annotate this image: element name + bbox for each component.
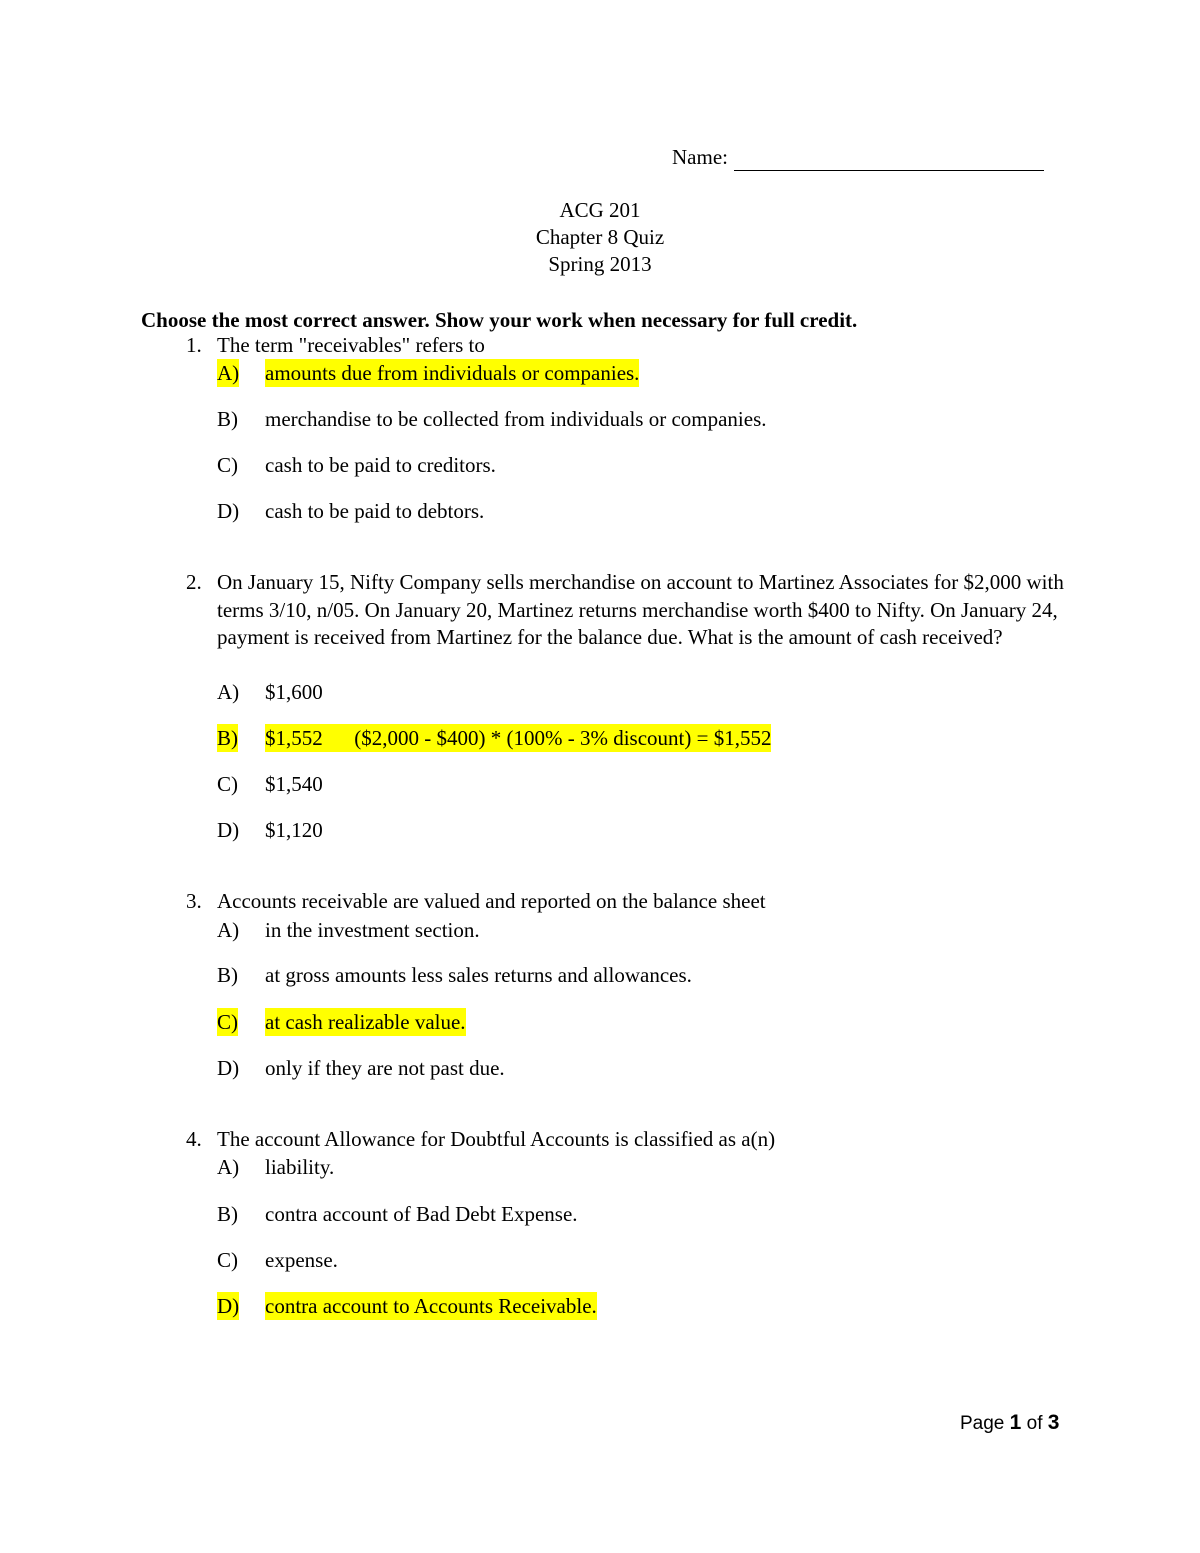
question-3 bbox=[186, 888, 1066, 916]
name-blank-line bbox=[734, 148, 1044, 171]
option-text: $1,540 bbox=[265, 772, 323, 796]
question-2 bbox=[186, 569, 1066, 652]
question-4 bbox=[186, 1126, 1066, 1154]
option-label: D) bbox=[217, 818, 240, 842]
option-text: only if they are not past due. bbox=[265, 1056, 505, 1080]
question-number: 3. bbox=[186, 889, 202, 913]
option-label: C) bbox=[217, 1248, 238, 1272]
option-text: merchandise to be collected from individuals or companies. bbox=[265, 407, 767, 431]
question-1 bbox=[186, 332, 1066, 360]
option-label: C) bbox=[217, 772, 238, 796]
question-number: 1. bbox=[186, 333, 202, 357]
course-code: ACG 201 bbox=[559, 198, 641, 222]
quiz-term: Spring 2013 bbox=[548, 252, 652, 276]
question-stem: Accounts receivable are valued and reported on the balance sheet bbox=[217, 889, 766, 913]
option-text: liability. bbox=[265, 1155, 335, 1179]
quiz-title: Chapter 8 Quiz bbox=[535, 225, 665, 249]
option-text: $1,600 bbox=[265, 680, 323, 704]
option-label: B) bbox=[217, 963, 238, 987]
of-word: of bbox=[1026, 1413, 1043, 1434]
option-label: A) bbox=[217, 680, 240, 704]
option-text: expense. bbox=[265, 1248, 338, 1272]
option-text: contra account to Accounts Receivable. bbox=[265, 1294, 597, 1318]
page-footer bbox=[960, 1410, 1059, 1437]
option-label: A) bbox=[217, 1155, 240, 1179]
current-page-number: 1 bbox=[1009, 1411, 1022, 1434]
option-text: $1,552 ($2,000 - $400) * (100% - 3% discount) = $1,552 bbox=[265, 726, 772, 750]
option-text: cash to be paid to debtors. bbox=[265, 499, 485, 523]
question-stem: The account Allowance for Doubtful Accounts is classified as a(n) bbox=[217, 1127, 776, 1151]
option-text: at gross amounts less sales returns and allowances. bbox=[265, 963, 692, 987]
option-text: in the investment section. bbox=[265, 918, 480, 942]
name-field bbox=[672, 143, 1044, 171]
quiz-header bbox=[0, 197, 1200, 278]
option-text: contra account of Bad Debt Expense. bbox=[265, 1202, 578, 1226]
option-label: C) bbox=[217, 1010, 238, 1034]
question-number: 4. bbox=[186, 1127, 202, 1151]
instructions: Choose the most correct answer. Show your work when necessary for full credit. bbox=[141, 308, 858, 332]
option-label: D) bbox=[217, 1294, 240, 1318]
option-text: $1,120 bbox=[265, 818, 323, 842]
total-pages-number: 3 bbox=[1047, 1411, 1060, 1434]
option-label: C) bbox=[217, 453, 238, 477]
question-stem: The term "receivables" refers to bbox=[217, 333, 485, 357]
option-text: cash to be paid to creditors. bbox=[265, 453, 496, 477]
option-label: D) bbox=[217, 499, 240, 523]
page-word: Page bbox=[960, 1413, 1005, 1434]
option-label: B) bbox=[217, 726, 238, 750]
option-label: A) bbox=[217, 361, 240, 385]
question-stem: On January 15, Nifty Company sells merchandise on account to Martinez Associates for $2,000 with terms 3/10, n/05. On January 20, Martinez returns merchandise worth $400 to Nifty. On January 24, payment is received from Martinez for the balance due. What is the amount of cash received? bbox=[217, 570, 1064, 649]
option-label: B) bbox=[217, 407, 238, 431]
question-number: 2. bbox=[186, 570, 202, 594]
option-text: at cash realizable value. bbox=[265, 1010, 466, 1034]
option-label: D) bbox=[217, 1056, 240, 1080]
option-text: amounts due from individuals or companies. bbox=[265, 361, 640, 385]
name-label: Name: bbox=[672, 145, 728, 169]
option-label: B) bbox=[217, 1202, 238, 1226]
option-label: A) bbox=[217, 918, 240, 942]
